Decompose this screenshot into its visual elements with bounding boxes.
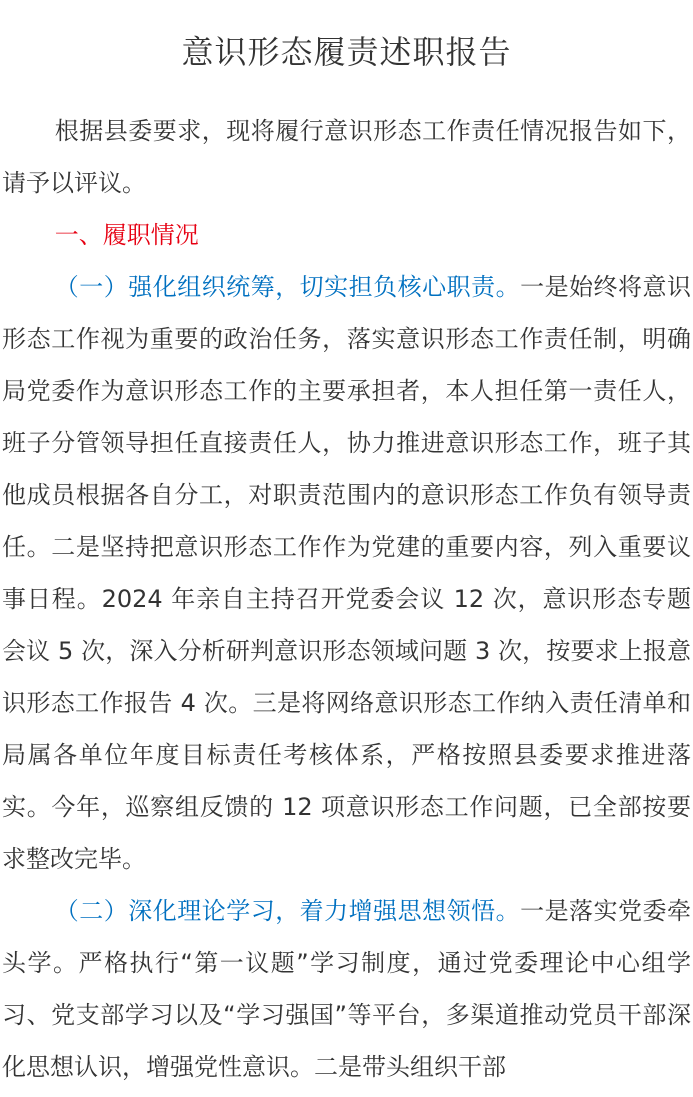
subsection-2-paragraph [2,885,691,1093]
section-1-heading: 一、履职情况 [54,221,199,249]
subsection-2-heading: （二）深化理论学习，着力增强思想领悟。 [54,897,521,925]
section-heading [2,209,691,261]
subsection-2-text: 一是落实党委牵头学。严格执行“第一议题”学习制度，通过党委理论中心组学习、党支部学习以及“学习强国”等平台，多渠道推动党员干部深化思想认识，增强党性意识。二是带头组织干部 [2,897,692,1081]
subsection-1-text: 一是始终将意识形态工作视为重要的政治任务，落实意识形态工作责任制，明确局党委作为意识形态工作的主要承担者，本人担任第一责任人，班子分管领导担任直接责任人，协力推进意识形态工作，班子其他成员根据各自分工，对职责范围内的意识形态工作负有领导责任。二是坚持把意识形态工作作为党建的重要内容，列入重要议事日程。2024 年亲自主持召开党委会议 12 次，意识形态专题会议 5 次，深入分析研判意识形态领域问题 3 次，按要求上报意识形态工作报告 4 次。三是将网络意识形态工作纳入责任清单和局属各单位年度目标责任考核体系，严格按照县委要求推进落实。今年，巡察组反馈的 12 项意识形态工作问题，已全部按要求整改完毕。 [2,273,692,873]
intro-paragraph: 根据县委要求，现将履行意识形态工作责任情况报告如下，请予以评议。 [2,117,691,197]
subsection-1-heading: （一）强化组织统筹，切实担负核心职责。 [54,273,521,301]
document-body [2,105,691,1093]
subsection-1-paragraph [2,261,691,885]
document-title: 意识形态履责述职报告 [181,33,512,71]
